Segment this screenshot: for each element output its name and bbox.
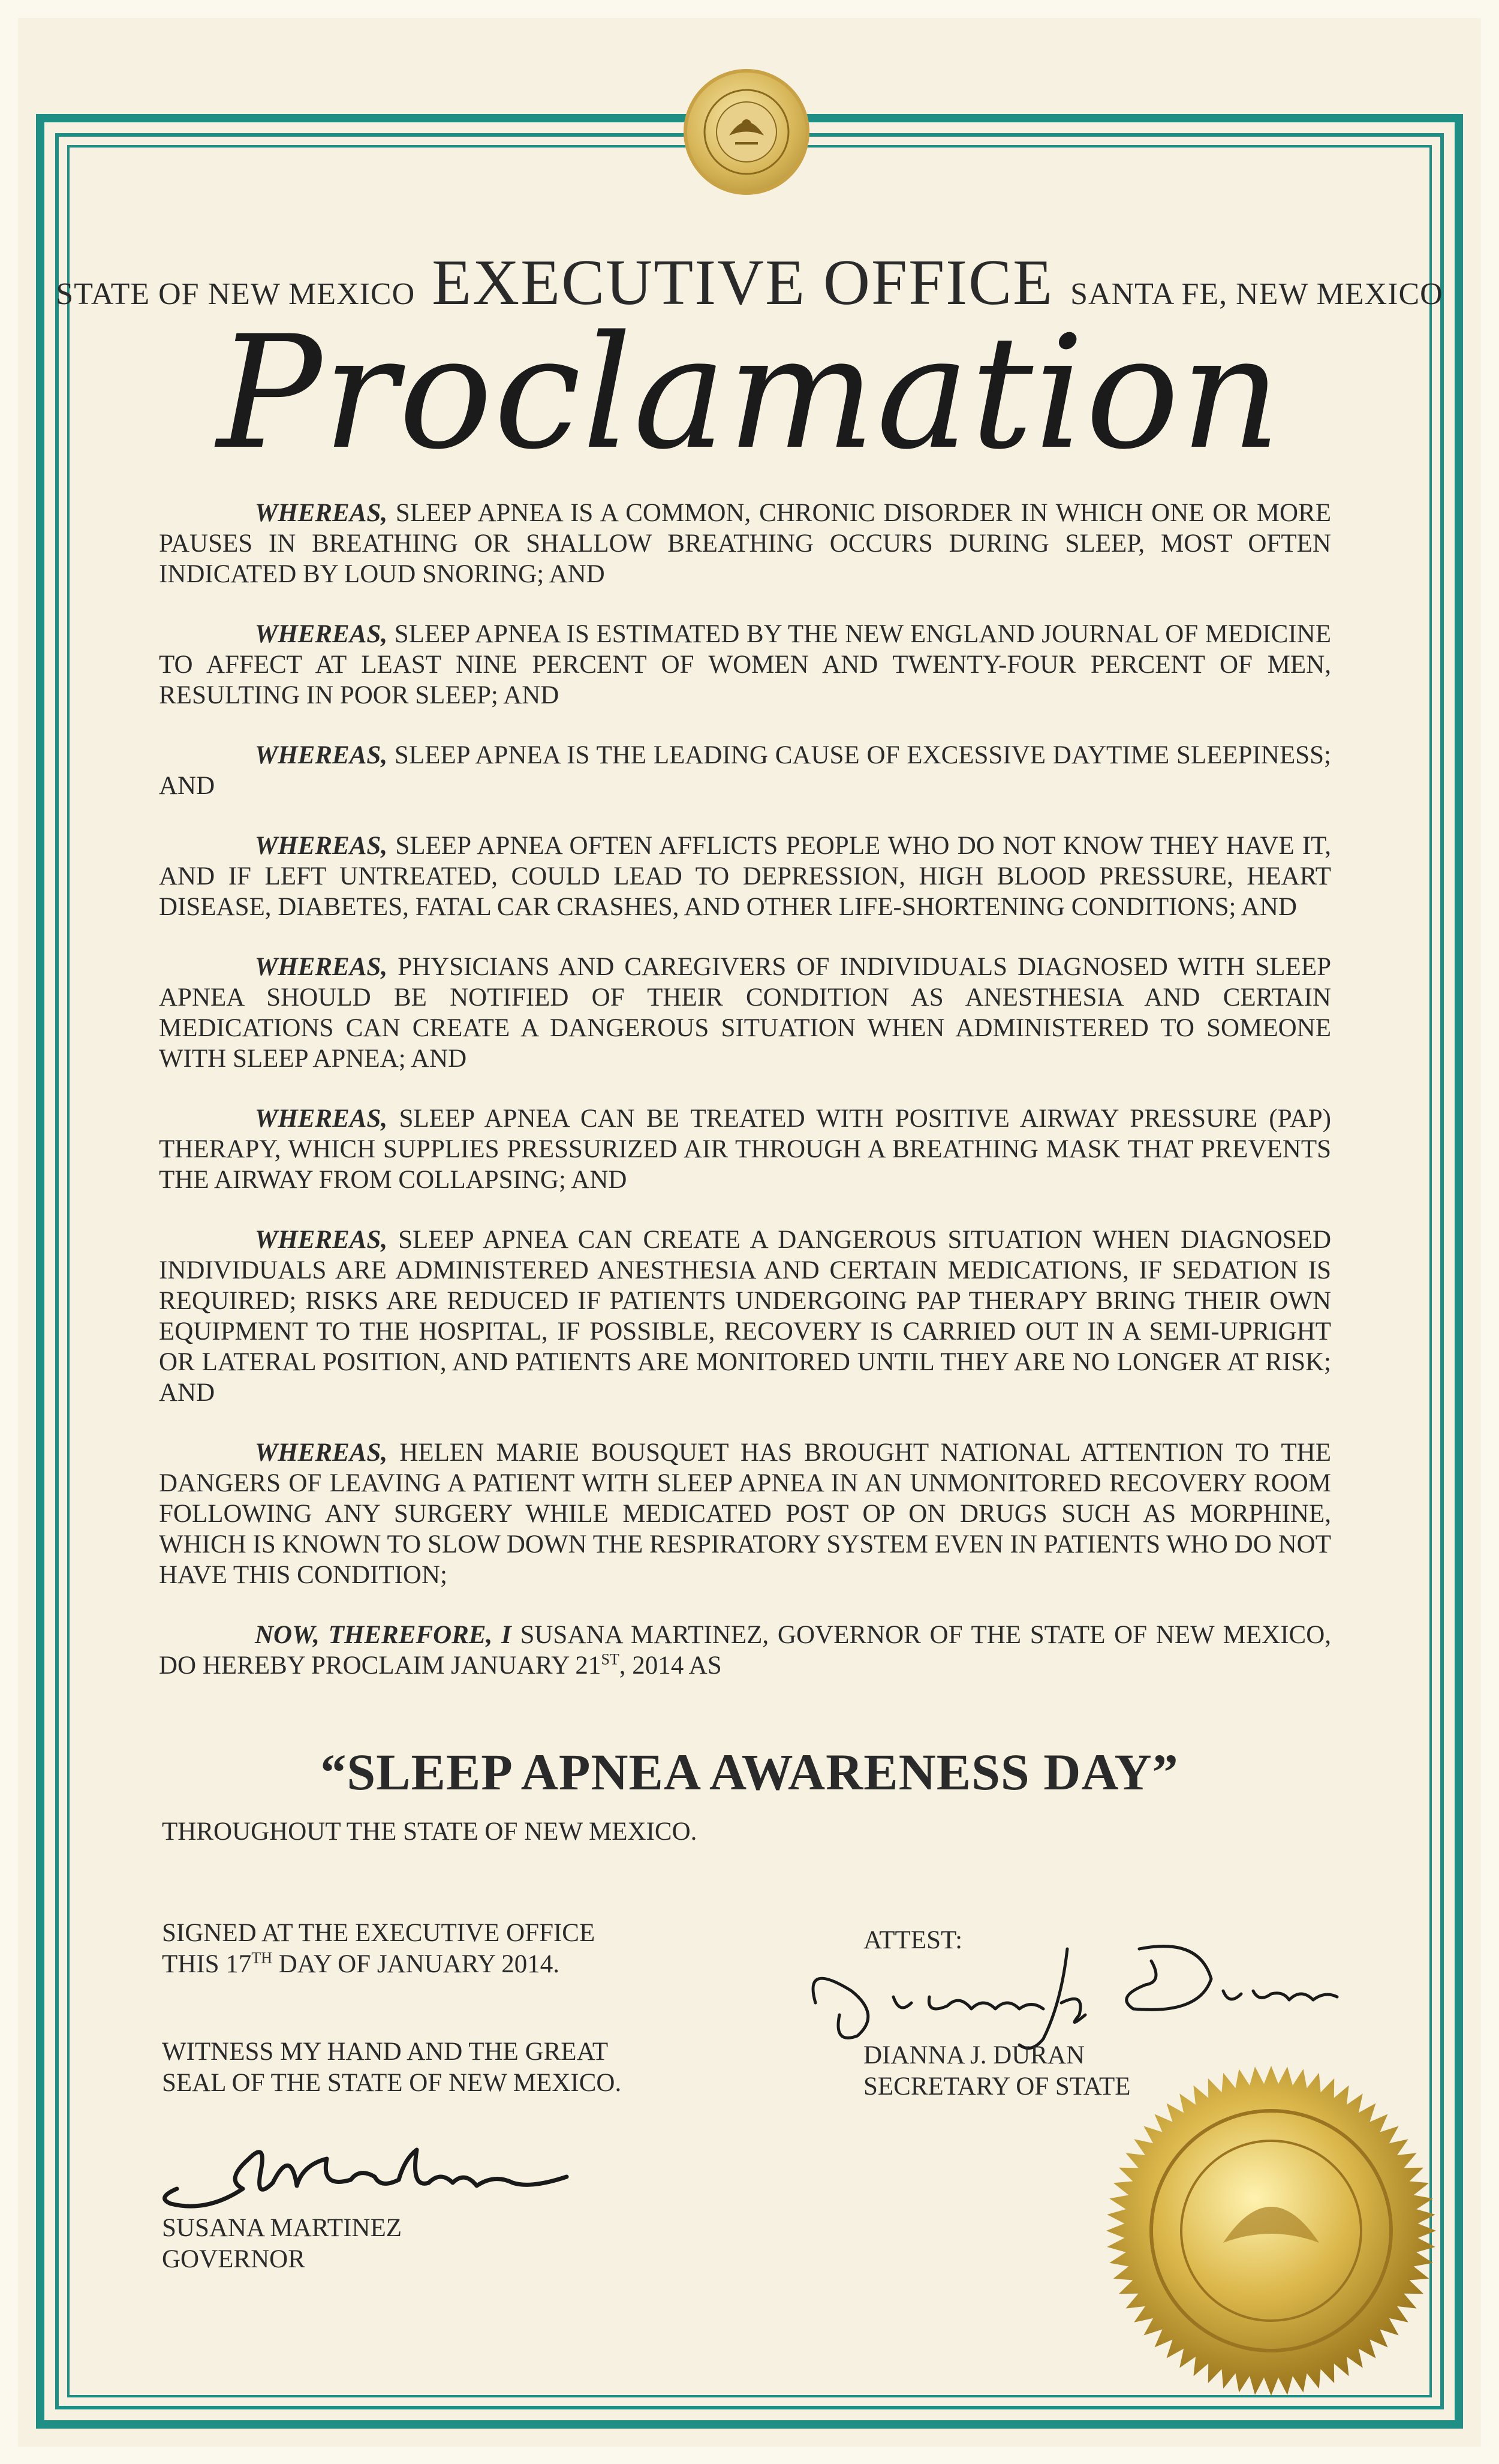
gold-foil-seal-icon	[1103, 2063, 1439, 2399]
whereas-paragraph	[159, 1437, 1331, 1590]
governor-signature	[153, 2123, 585, 2216]
secretary-name: DIANNA J. DURAN	[863, 2041, 1085, 2069]
witness-line-1: WITNESS MY HAND AND THE GREAT	[162, 2038, 609, 2066]
whereas-text: SLEEP APNEA OFTEN AFFLICTS PEOPLE WHO DO NOT KNOW THEY HAVE IT, AND IF LEFT UNTREATED, COULD LEAD TO DEPRESSION, HIGH BLOOD PRESSURE, HEART DISEASE, DIABETES, FATAL CAR CRASHES, AND OTHER LIFE-SHORTENING CONDITIONS; AND	[159, 832, 1332, 921]
witness-block	[162, 2036, 621, 2099]
whereas-paragraph	[159, 952, 1331, 1074]
whereas-text: SLEEP APNEA IS THE LEADING CAUSE OF EXCESSIVE DAYTIME SLEEPINESS; AND	[159, 741, 1332, 800]
governor-title: GOVERNOR	[162, 2245, 305, 2273]
secretary-title: SECRETARY OF STATE	[863, 2072, 1131, 2101]
signed-day-suffix: TH	[251, 1949, 272, 1967]
header-office: EXECUTIVE OFFICE	[432, 247, 1054, 318]
whereas-lead: WHEREAS,	[255, 499, 388, 527]
proclaim-text: SUSANA MARTINEZ, GOVERNOR OF THE STATE OF NEW MEXICO, DO HEREBY PROCLAIM JANUARY 21	[159, 1621, 1332, 1680]
declared-day-title: “SLEEP APNEA AWARENESS DAY”	[320, 1743, 1179, 1801]
proclaim-date-suffix: ST	[601, 1650, 619, 1668]
header-city: SANTA FE, NEW MEXICO	[1070, 277, 1443, 311]
proclaim-text-end: , 2014 AS	[619, 1651, 722, 1680]
whereas-paragraph	[159, 740, 1331, 801]
proclamation-body	[159, 498, 1331, 1710]
whereas-paragraph	[159, 1225, 1331, 1408]
whereas-lead: WHEREAS,	[255, 1439, 388, 1467]
whereas-lead: WHEREAS,	[255, 741, 388, 769]
whereas-paragraph	[159, 1103, 1331, 1195]
whereas-text: HELEN MARIE BOUSQUET HAS BROUGHT NATIONAL ATTENTION TO THE DANGERS OF LEAVING A PATIENT WITH SLEEP APNEA IN AN UNMONITORED RECOVERY ROOM FOLLOWING ANY SURGERY WHILE MEDICATED POST OP ON DRUGS SUCH AS MORPHINE, WHICH IS KNOWN TO SLOW DOWN THE RESPIRATORY SYSTEM EVEN IN PATIENTS WHO DO NOT HAVE THIS CONDITION;	[159, 1439, 1331, 1589]
governor-block	[162, 2213, 402, 2275]
whereas-text: PHYSICIANS AND CAREGIVERS OF INDIVIDUALS DIAGNOSED WITH SLEEP APNEA SHOULD BE NOTIFIED OF THEIR CONDITION AS ANESTHESIA AND CERTAIN MEDICATIONS CAN CREATE A DANGEROUS SITUATION WHEN ADMINISTERED TO SOMEONE WITH SLEEP APNEA; AND	[159, 953, 1331, 1073]
signed-day: THIS 17	[162, 1950, 252, 1978]
proclaim-paragraph	[159, 1620, 1331, 1681]
attest-label: ATTEST:	[863, 1926, 963, 1954]
signed-line-2	[162, 1949, 595, 1980]
governor-name: SUSANA MARTINEZ	[162, 2214, 402, 2242]
state-seal-emblem-icon	[684, 69, 809, 195]
whereas-paragraph	[159, 831, 1331, 922]
signed-line-1: SIGNED AT THE EXECUTIVE OFFICE	[162, 1919, 595, 1947]
whereas-lead: WHEREAS,	[255, 1105, 388, 1133]
proclaim-lead: NOW, THEREFORE, I	[255, 1621, 511, 1649]
whereas-text: SLEEP APNEA CAN CREATE A DANGEROUS SITUATION WHEN DIAGNOSED INDIVIDUALS ARE ADMINISTERED ANESTHESIA AND CERTAIN MEDICATIONS, IF SEDATION IS REQUIRED; RISKS ARE REDUCED IF PATIENTS UNDERGOING PAP THERAPY BRING THEIR OWN EQUIPMENT TO THE HOSPITAL, IF POSSIBLE, RECOVERY IS CARRIED OUT IN A SEMI-UPRIGHT OR LATERAL POSITION, AND PATIENTS ARE MONITORED UNTIL THEY ARE NO LONGER AT RISK; AND	[159, 1226, 1332, 1407]
header-state: STATE OF NEW MEXICO	[56, 277, 416, 311]
whereas-text: SLEEP APNEA IS A COMMON, CHRONIC DISORDER IN WHICH ONE OR MORE PAUSES IN BREATHING OR SHALLOW BREATHING OCCURS DURING SLEEP, MOST OFTEN INDICATED BY LOUD SNORING; AND	[159, 499, 1331, 588]
whereas-lead: WHEREAS,	[255, 620, 388, 648]
whereas-lead: WHEREAS,	[255, 832, 388, 860]
whereas-paragraph	[159, 498, 1331, 589]
whereas-lead: WHEREAS,	[255, 1226, 388, 1254]
secretary-block	[863, 2040, 1130, 2102]
whereas-paragraph	[159, 619, 1331, 711]
whereas-text: SLEEP APNEA IS ESTIMATED BY THE NEW ENGLAND JOURNAL OF MEDICINE TO AFFECT AT LEAST NINE PERCENT OF WOMEN AND TWENTY-FOUR PERCENT OF MEN, RESULTING IN POOR SLEEP; AND	[159, 620, 1331, 709]
signed-at-block	[162, 1918, 595, 1980]
proclamation-title: Proclamation	[216, 303, 1283, 484]
signed-month-year: DAY OF JANUARY 2014.	[272, 1950, 560, 1978]
whereas-text: SLEEP APNEA CAN BE TREATED WITH POSITIVE AIRWAY PRESSURE (PAP) THERAPY, WHICH SUPPLIES PRESSURIZED AIR THROUGH A BREATHING MASK THAT PREVENTS THE AIRWAY FROM COLLAPSING; AND	[159, 1105, 1331, 1194]
whereas-lead: WHEREAS,	[255, 953, 388, 981]
throughout-state: THROUGHOUT THE STATE OF NEW MEXICO.	[162, 1818, 697, 1846]
witness-line-2: SEAL OF THE STATE OF NEW MEXICO.	[162, 2069, 622, 2097]
